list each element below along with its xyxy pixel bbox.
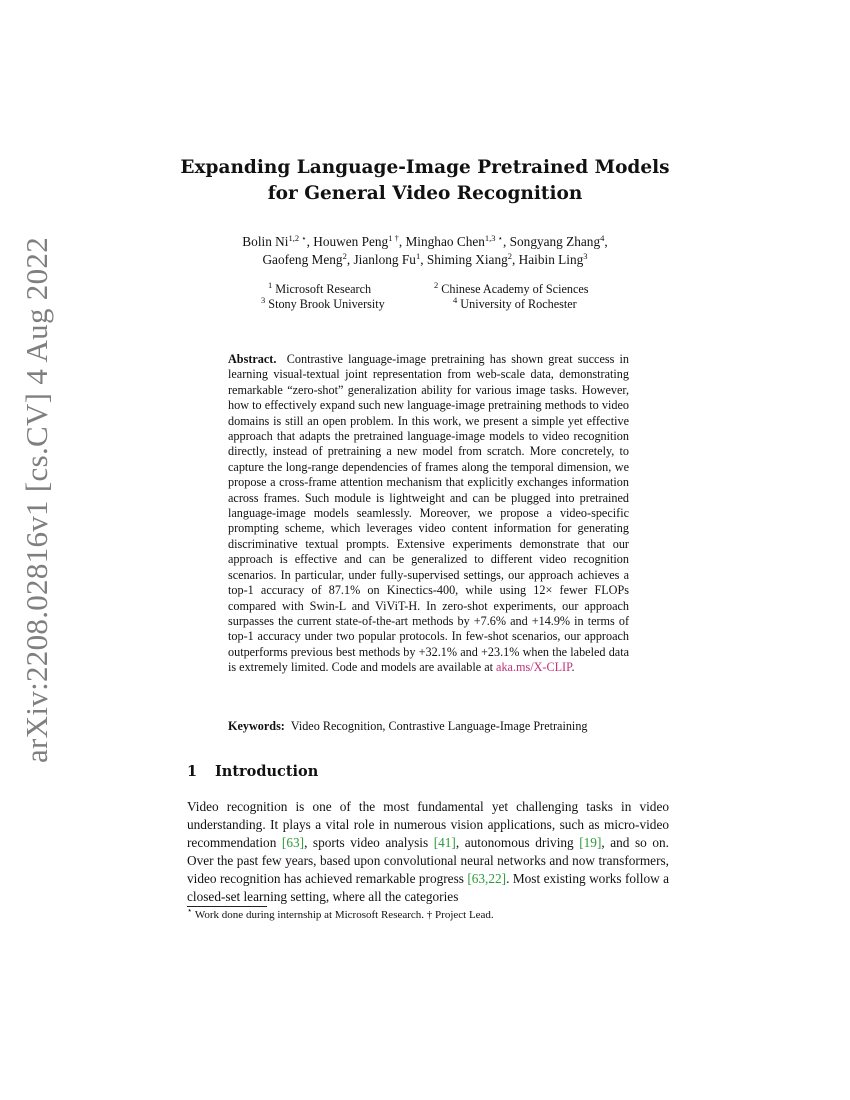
affiliation-name: Microsoft Research [275, 282, 372, 296]
author-name: Gaofeng Meng [262, 252, 343, 267]
title-line-2: for General Video Recognition [267, 183, 583, 204]
author-name: Minghao Chen [405, 234, 485, 249]
code-link[interactable]: aka.ms/X-CLIP [496, 660, 572, 675]
author-separator: , [604, 234, 608, 249]
title-line-1: Expanding Language-Image Pretrained Models [180, 157, 670, 178]
footnote-rule [187, 906, 267, 907]
keywords-text: Video Recognition, Contrastive Language-Image Pretraining [290, 719, 588, 733]
affiliation-number: 4 [453, 295, 458, 305]
citation-link[interactable]: [19] [579, 835, 602, 850]
affiliation-4 [453, 296, 577, 312]
author-affiliation-mark: 2 [507, 251, 512, 261]
author-name: Shiming Xiang [426, 252, 508, 267]
author-list [0, 233, 850, 269]
affiliation-number: 3 [261, 295, 266, 305]
footnote [187, 905, 667, 922]
author-affiliation-mark: 1 † [388, 233, 399, 243]
abstract [228, 352, 629, 676]
author-affiliation-mark: 1,2 ⋆ [288, 233, 307, 243]
author-line-1 [0, 233, 850, 251]
paper-title [0, 155, 850, 207]
introduction-paragraph [187, 798, 669, 906]
intro-text-segment: , sports video analysis [304, 835, 434, 850]
intro-text-segment: Video recognition is one of the most fundamental yet challenging tasks in video understanding. It plays a vital role in numerous vision applications, such as micro-video recommendation [187, 799, 669, 850]
author-name: Haibin Ling [518, 252, 584, 267]
intro-text-segment: , autonomous driving [455, 835, 580, 850]
affiliation-number: 2 [434, 280, 439, 290]
abstract-label: Abstract. [228, 352, 277, 366]
author-separator: , [398, 234, 406, 249]
keywords [228, 719, 648, 734]
keywords-label: Keywords: [228, 719, 285, 733]
author-line-2 [0, 251, 850, 269]
section-title: Introduction [215, 763, 319, 780]
author-affiliation-mark: 1,3 ⋆ [484, 233, 503, 243]
author-separator: , [512, 252, 519, 267]
author-name: Houwen Peng [313, 234, 389, 249]
author-separator: , [420, 252, 427, 267]
section-heading [187, 763, 318, 780]
author-name: Jianlong Fu [353, 252, 416, 267]
affiliation-number: 1 [268, 280, 273, 290]
arxiv-identifier: arXiv:2208.02816v1 [cs.CV] 4 Aug 2022 [19, 236, 54, 763]
author-separator: , [346, 252, 354, 267]
author-affiliation-mark: 2 [342, 251, 347, 261]
author-affiliation-mark: 4 [600, 233, 605, 243]
affiliation-name: Stony Brook University [268, 297, 385, 311]
citation-link[interactable]: [63,22] [467, 871, 507, 886]
affiliation-1 [268, 281, 371, 297]
footnote-mark: ⋆ [187, 905, 193, 915]
author-affiliation-mark: 3 [583, 251, 588, 261]
citation-link[interactable]: [41] [433, 835, 456, 850]
author-separator: , [502, 234, 510, 249]
author-separator: , [306, 234, 314, 249]
abstract-text: Contrastive language-image pretraining has shown great success in learning visual-textual joint representation from web-scale data, demonstrating remarkable “zero-shot” generalization ability for various image tasks. However, how to effectively expand such new language-image pretraining methods to video domains is still an open problem. In this work, we present a simple yet effective approach that adapts the pretrained language-image models to video recognition directly, instead of pretraining a new model from scratch. More concretely, to capture the long-range dependencies of frames along the temporal dimension, we propose a cross-frame attention mechanism that explicitly exchanges information across frames. Such module is lightweight and can be plugged into pretrained language-image models seamlessly. Moreover, we propose a video-specific prompting scheme, which leverages video content information for generating discriminative textual prompts. Extensive experiments demonstrate that our approach is effective and can be generalized to different video recognition scenarios. In particular, under fully-supervised settings, our approach achieves a top-1 accuracy of 87.1% on Kinectics-400, while using 12× fewer FLOPs compared with Swin-L and ViViT-H. In zero-shot experiments, our approach surpasses the current state-of-the-art methods by +7.6% and +14.9% in terms of top-1 accuracy under two popular protocols. In few-shot scenarios, our approach outperforms previous best methods by +32.1% and +23.1% when the labeled data is extremely limited. Code and models are available at [228, 352, 630, 675]
affiliation-name: Chinese Academy of Sciences [441, 282, 589, 296]
intro-text-segment: , and so on. Over the past few years, based upon convolutional neural networks and now transformers, video recognition has achieved remarkable progress [187, 835, 669, 886]
section-number: 1 [187, 763, 198, 780]
affiliation-name: University of Rochester [460, 297, 577, 311]
abstract-end: . [571, 660, 575, 675]
author-name: Songyang Zhang [509, 234, 601, 249]
citation-link[interactable]: [63] [281, 835, 305, 850]
author-name: Bolin Ni [242, 234, 289, 249]
footnote-text: Work done during internship at Microsoft Research. † Project Lead. [194, 909, 494, 921]
affiliation-3 [261, 296, 385, 312]
author-affiliation-mark: 1 [415, 251, 421, 261]
intro-text-segment: . Most existing works follow a closed-set learning setting, where all the categories [187, 871, 669, 904]
